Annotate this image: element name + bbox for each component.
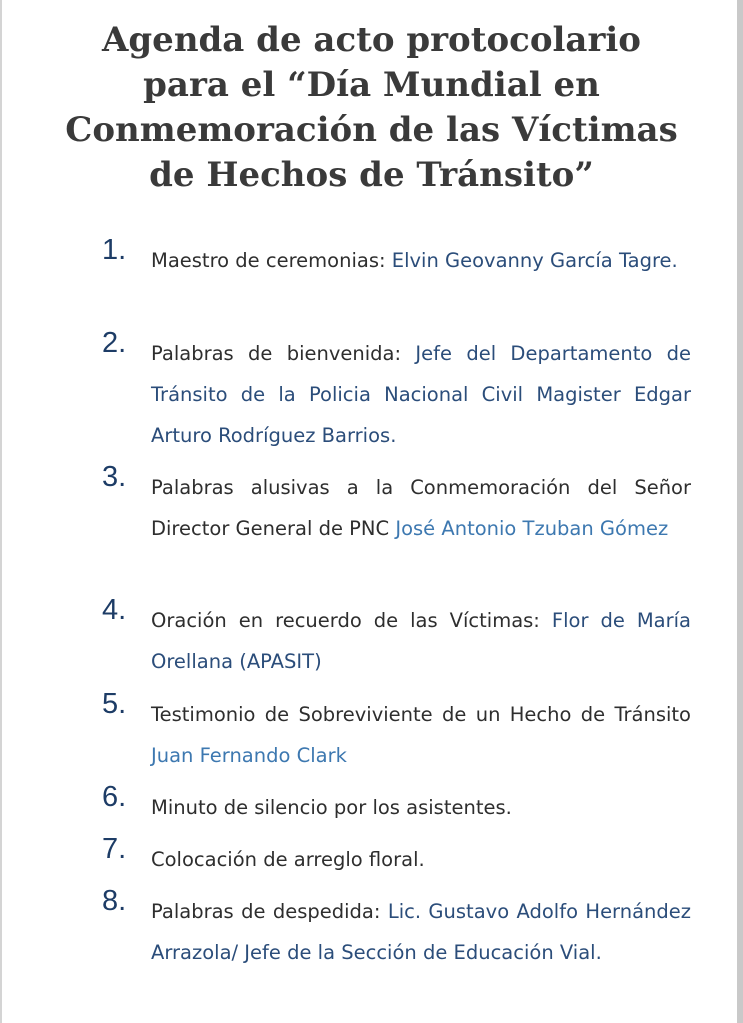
item-label: Maestro de ceremonias: xyxy=(151,249,386,272)
item-text xyxy=(151,333,691,456)
item-text xyxy=(151,467,691,549)
item-number: 4. xyxy=(102,594,127,626)
title-line: de Hechos de Tránsito” xyxy=(149,155,594,195)
title-line: Agenda de acto protocolario xyxy=(102,20,641,60)
item-label: Colocación de arreglo floral. xyxy=(151,848,425,871)
item-text xyxy=(151,839,691,880)
item-number: 1. xyxy=(102,234,127,266)
item-text xyxy=(151,694,691,776)
item-label: Palabras alusivas a la Conmemoración del Señor Director General de PNC xyxy=(151,476,691,540)
item-number: 5. xyxy=(102,688,127,720)
item-value: José Antonio Tzuban Gómez xyxy=(395,517,669,540)
item-number: 3. xyxy=(102,461,127,493)
item-label: Minuto de silencio por los asistentes. xyxy=(151,796,512,819)
item-number: 8. xyxy=(102,885,127,917)
item-value: Lic. Gustavo Adolfo Hernández Arrazola/ Jefe de la Sección de Educación Vial. xyxy=(151,900,692,964)
item-text xyxy=(151,240,691,281)
item-number: 7. xyxy=(102,833,127,865)
item-text xyxy=(151,600,691,682)
item-text xyxy=(151,787,691,828)
item-label: Oración en recuerdo de las Víctimas: xyxy=(151,609,540,632)
item-value: Juan Fernando Clark xyxy=(151,744,347,767)
title-line: Conmemoración de las Víctimas xyxy=(65,110,678,150)
item-label: Palabras de despedida: xyxy=(151,900,381,923)
item-number: 6. xyxy=(102,781,127,813)
item-value: Flor de María Orellana (APASIT) xyxy=(151,609,692,673)
item-label: Testimonio de Sobreviviente de un Hecho de Tránsito xyxy=(151,703,691,726)
item-number: 2. xyxy=(102,327,127,359)
item-value: Elvin Geovanny García Tagre. xyxy=(391,249,678,272)
item-text xyxy=(151,891,691,973)
item-label: Palabras de bienvenida: xyxy=(151,342,402,365)
title-line: para el “Día Mundial en xyxy=(143,65,600,105)
item-value: Jefe del Departamento de Tránsito de la Policia Nacional Civil Magister Edgar Arturo Rodríguez Barrios. xyxy=(151,342,692,447)
